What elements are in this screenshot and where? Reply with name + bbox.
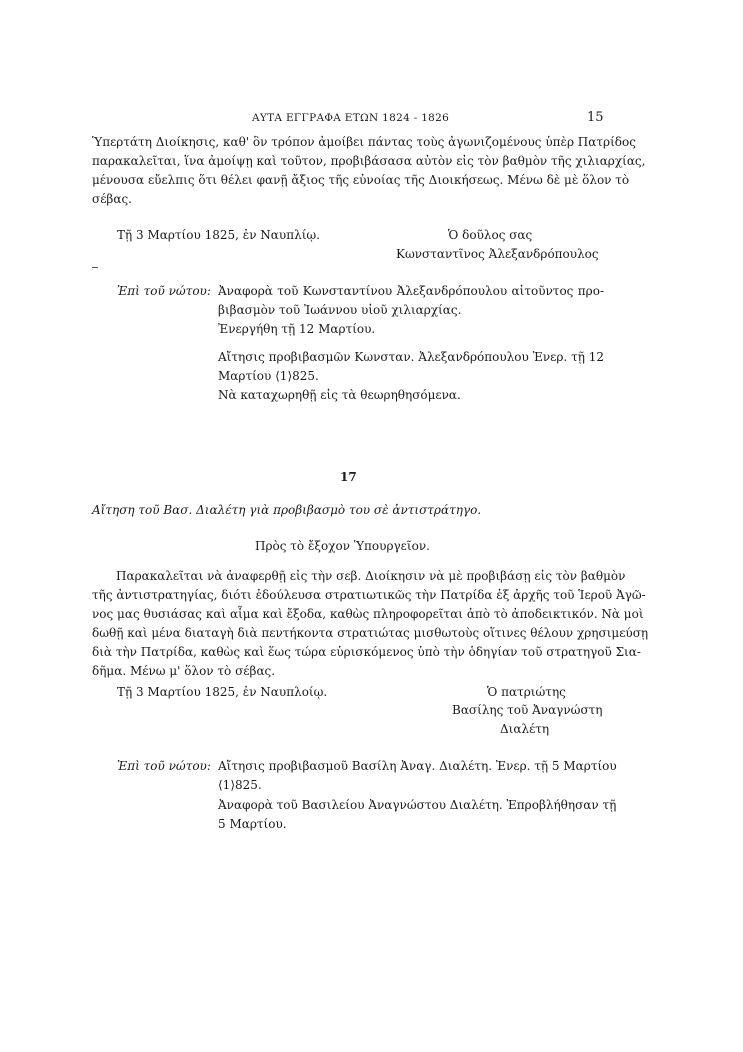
verso-line: Μαρτίου ⟨1⟩825.	[218, 369, 319, 383]
body-line: δωθῇ καὶ μένα διαταγὴ διὰ πεντήκοντα στρατιώτας μισθωτοὺς οἵτινες θέλουν χρησιμεύσῃ	[92, 626, 649, 640]
doc17-date-place: Τῇ 3 Μαρτίου 1825, ἐν Ναυπλοίῳ.	[117, 685, 328, 699]
doc16-verso-3: Νὰ καταχωρηθῇ εἰς τὰ θεωρηθησόμενα.	[218, 388, 461, 402]
body-line: σέβας.	[92, 192, 132, 206]
stray-mark	[92, 267, 98, 268]
body-line: Παρακαλεῖται νὰ ἀναφερθῇ εἰς τὴν σεβ. Διοίκησιν νὰ μὲ προβιβάσῃ εἰς τὸν βαθμὸν	[116, 569, 626, 583]
doc17-addressee: Πρὸς τὸ ἔξοχον Ὑπουργεῖον.	[255, 539, 430, 553]
verso-line: Ἐνεργήθη τῇ 12 Μαρτίου.	[218, 322, 376, 336]
running-header: ΑΥΤΑ ΕΓΓΡΑΦΑ ΕΤΩΝ 1824 - 1826	[252, 112, 450, 124]
doc17-verso-2	[218, 796, 617, 834]
verso-line: βιβασμὸν τοῦ Ἰωάννου υἱοῦ χιλιαρχίας.	[218, 303, 462, 317]
verso-line: ⟨1⟩825.	[218, 778, 262, 792]
doc17-title: Αἴτηση τοῦ Βασ. Διαλέτη γιὰ προβιβασμὸ του σὲ ἀντιστράτηγο.	[92, 503, 482, 517]
body-line: τῆς ἀντιστρατηγίας, διότι ἐδούλευσα στρατιωτικῶς τὴν Πατρίδα ἐξ ἀρχῆς τοῦ Ἱεροῦ Ἀγῶ-	[92, 588, 646, 602]
body-line: μένουσα εὔελπις ὅτι θέλει φανῇ ἄξιος τῆς εὐνοίας τῆς Διοικήσεως. Μένω δὲ μὲ ὅλον τὸ	[92, 173, 630, 187]
page-number: 15	[587, 110, 604, 125]
doc16-date-place: Τῇ 3 Μαρτίου 1825, ἐν Ναυπλίῳ.	[117, 228, 320, 242]
doc17-signature-2: Διαλέτη	[500, 722, 550, 736]
doc16-body	[92, 133, 646, 209]
doc17-verso-label: Ἐπὶ τοῦ νώτου:	[117, 759, 211, 773]
verso-line: Ἀναφορὰ τοῦ Κωνσταντίνου Ἀλεξανδρόπουλου αἰτοῦντος προ-	[218, 284, 604, 298]
verso-line: 5 Μαρτίου.	[218, 817, 287, 831]
body-line: παρακαλεῖται, ἵνα ἀμοίψῃ καὶ τοῦτον, προβιβάσασα αὐτὸν εἰς τὸν βαθμὸν τῆς χιλιαρχίας,	[92, 154, 646, 168]
body-line: Ὑπερτάτη Διοίκησις, καθ' ὃν τρόπον ἀμοίβει πάντας τοὺς ἀγωνιζομένους ὑπὲρ Πατρίδος	[92, 135, 636, 149]
doc17-closing: Ὁ πατριώτης	[487, 685, 566, 699]
doc17-number: 17	[340, 470, 357, 484]
verso-line: Αἴτησις προβιβασμῶν Κωνσταν. Ἀλεξανδρόπουλου Ἐνερ. τῇ 12	[218, 350, 604, 364]
doc16-signature: Κωνσταντῖνος Ἀλεξανδρόπουλος	[396, 247, 599, 261]
doc16-verso-label: Ἐπὶ τοῦ νώτου:	[117, 284, 211, 298]
doc16-closing: Ὁ δοῦλος σας	[448, 228, 533, 242]
doc17-body	[92, 567, 649, 681]
doc17-verso	[218, 757, 617, 795]
body-line: διὰ τὴν Πατρίδα, καθὼς καὶ ἕως τώρα εὑρισκόμενος ὑπὸ τὴν ὁδηγίαν τοῦ στρατηγοῦ Σια-	[92, 645, 641, 659]
doc16-verso-2	[218, 348, 604, 386]
verso-line: Ἀναφορὰ τοῦ Βασιλείου Ἀναγνώστου Διαλέτη. Ἐπροβλήθησαν τῇ	[218, 798, 617, 812]
body-line: νος μας θυσιάσας καὶ αἷμα καὶ ἔξοδα, καθὼς πληροφορεῖται ἀπὸ τὸ ἀποδεικτικόν. Νὰ μοὶ	[92, 607, 644, 621]
verso-line: Αἴτησις προβιβασμοῦ Βασίλη Ἀναγ. Διαλέτη. Ἐνερ. τῇ 5 Μαρτίου	[218, 759, 617, 773]
doc16-verso	[218, 282, 604, 339]
body-line: δῆμα. Μένω μ' ὅλον τὸ σέβας.	[92, 664, 276, 678]
doc17-signature-1: Βασίλης τοῦ Ἀναγνώστη	[452, 703, 603, 717]
